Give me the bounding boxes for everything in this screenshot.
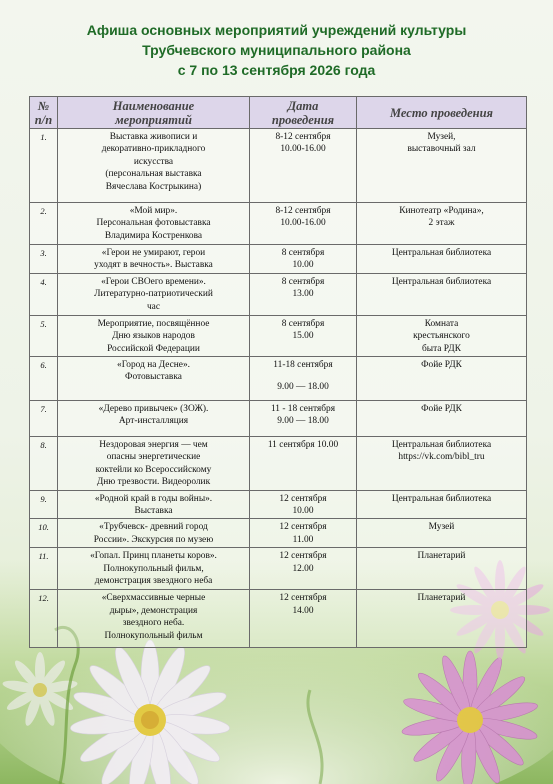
event-date-line: 8 сентября bbox=[281, 318, 325, 329]
event-date-line: 8-12 сентября bbox=[275, 132, 331, 142]
event-name-line: «Сверхмассивные черные bbox=[101, 593, 206, 604]
event-date-line: 10.00 bbox=[292, 260, 314, 271]
header-name bbox=[58, 97, 250, 129]
table-row bbox=[30, 490, 527, 519]
event-date-line: 10.00 bbox=[292, 506, 314, 517]
event-date-line: 12 сентября bbox=[279, 493, 327, 504]
event-date-line: 11.00 bbox=[292, 534, 314, 545]
event-name-cell bbox=[58, 437, 250, 491]
event-name-cell bbox=[58, 357, 250, 401]
event-name-line: «Дерево привычек» (ЗОЖ). bbox=[98, 404, 209, 415]
table-row bbox=[30, 203, 527, 245]
event-name-cell bbox=[58, 490, 250, 519]
event-date-cell bbox=[250, 401, 357, 437]
header-date-line: проведения bbox=[271, 113, 335, 127]
row-number: 4. bbox=[30, 273, 58, 315]
event-name-line: России». Экскурсия по музею bbox=[93, 534, 214, 545]
row-number: 5. bbox=[30, 315, 58, 356]
event-date-line: 10.00-16.00 bbox=[280, 218, 326, 229]
title-line-2: Трубчевского муниципального района bbox=[142, 42, 411, 58]
event-name-line: Арт-инсталляция bbox=[118, 416, 189, 427]
event-date-line: 8-12 сентября bbox=[275, 206, 331, 216]
event-date-line: 9.00 — 18.00 bbox=[277, 382, 329, 393]
event-date-line: 8 сентября bbox=[281, 276, 325, 287]
table-row bbox=[30, 401, 527, 437]
event-place-line: Фойе РДК bbox=[421, 360, 462, 371]
header-num-line: п/п bbox=[34, 113, 53, 127]
event-name-line: Выставка живописи и bbox=[109, 132, 198, 142]
header-num bbox=[30, 97, 58, 129]
table-row bbox=[30, 245, 527, 274]
event-name-line: Нездоровая энергия — чем bbox=[99, 440, 208, 451]
table-row bbox=[30, 519, 527, 548]
event-date-cell bbox=[250, 490, 357, 519]
event-place-line: Музей, bbox=[427, 132, 456, 142]
event-name-line: «Герои не умирают, герои bbox=[101, 248, 206, 258]
event-date-line bbox=[252, 371, 354, 381]
event-date-cell bbox=[250, 315, 357, 356]
event-name-line: уходят в вечность». Выставка bbox=[94, 260, 213, 271]
row-number: 1. bbox=[30, 129, 58, 203]
event-date-line: 14.00 bbox=[292, 605, 314, 616]
event-date-cell bbox=[250, 519, 357, 548]
event-place-line: выставочный зал bbox=[407, 144, 476, 155]
event-name-line: Владимира Костренкова bbox=[104, 230, 203, 241]
event-place-line: Музей bbox=[428, 522, 455, 533]
header-num-line: № bbox=[37, 99, 50, 113]
page-title bbox=[0, 20, 553, 80]
event-date-cell bbox=[250, 203, 357, 245]
event-date-line: 11 - 18 сентября bbox=[270, 404, 336, 415]
event-place-cell bbox=[357, 315, 527, 356]
row-number: 8. bbox=[30, 437, 58, 491]
event-place-cell bbox=[357, 273, 527, 315]
event-date-line: 11 сентября 10.00 bbox=[267, 440, 339, 451]
event-name-line: Полнокупольный фильм bbox=[104, 630, 203, 641]
event-place-line: Центральная библиотека bbox=[391, 248, 492, 258]
event-name-cell bbox=[58, 519, 250, 548]
title-line-1: Афиша основных мероприятий учреждений культуры bbox=[86, 22, 467, 38]
event-place-cell bbox=[357, 203, 527, 245]
event-name-cell bbox=[58, 245, 250, 274]
event-name-line: «Родной край в годы войны». bbox=[94, 493, 213, 504]
event-date-line: 11-18 сентября bbox=[273, 360, 333, 371]
event-name-line: (персональная выставка bbox=[105, 169, 202, 180]
event-name-line: «Герои СВОего времени». bbox=[101, 276, 206, 287]
event-name-cell bbox=[58, 273, 250, 315]
event-name-cell bbox=[58, 203, 250, 245]
event-place-line: Центральная библиотека bbox=[391, 440, 492, 451]
event-name-line: «Гопал. Принц планеты коров». bbox=[90, 551, 217, 562]
event-place-cell bbox=[357, 401, 527, 437]
event-name-line: «Трубчевск- древний город bbox=[99, 522, 208, 533]
event-place-cell bbox=[357, 490, 527, 519]
header-name-line: Наименование bbox=[112, 99, 195, 113]
title-line-3: с 7 по 13 сентября 2026 года bbox=[177, 62, 376, 78]
event-name-line: Дню языков народов bbox=[112, 331, 195, 342]
event-name-line: Вячеслава Кострыкина) bbox=[105, 181, 202, 192]
event-place-line: Кинотеатр «Родина», bbox=[399, 206, 484, 216]
event-place-line: https://vk.com/bibl_tru bbox=[398, 452, 485, 463]
row-number: 7. bbox=[30, 401, 58, 437]
event-name-line: декоративно-прикладного bbox=[101, 144, 206, 155]
event-place-line: Фойе РДК bbox=[421, 404, 462, 415]
event-name-line: Персональная фотовыставка bbox=[96, 218, 211, 229]
event-name-line: Выставка bbox=[134, 506, 173, 517]
table-row bbox=[30, 548, 527, 590]
row-number: 11. bbox=[30, 548, 58, 590]
event-place-line: 2 этаж bbox=[428, 218, 455, 229]
event-place-cell bbox=[357, 548, 527, 590]
event-place-cell bbox=[357, 519, 527, 548]
event-name-line: коктейли ко Всероссийскому bbox=[95, 464, 212, 475]
event-date-line: 10.00-16.00 bbox=[280, 144, 326, 155]
event-date-cell bbox=[250, 357, 357, 401]
header-date bbox=[250, 97, 357, 129]
event-name-cell bbox=[58, 315, 250, 356]
event-name-line: демонстрация звездного неба bbox=[94, 576, 213, 587]
event-name-cell bbox=[58, 129, 250, 203]
event-name-line: звездного неба. bbox=[122, 618, 185, 629]
event-date-cell bbox=[250, 273, 357, 315]
event-date-cell bbox=[250, 548, 357, 590]
row-number: 12. bbox=[30, 590, 58, 648]
event-name-line: «Мой мир». bbox=[129, 206, 178, 216]
table-row bbox=[30, 315, 527, 356]
event-place-cell bbox=[357, 357, 527, 401]
event-name-line: дыры», демонстрация bbox=[109, 605, 198, 616]
event-name-cell bbox=[58, 401, 250, 437]
event-name-line: опасны энергетические bbox=[106, 452, 201, 463]
event-place-line: Комната bbox=[424, 318, 459, 329]
event-date-line: 15.00 bbox=[292, 331, 314, 342]
event-name-line: Фотовыставка bbox=[125, 372, 182, 383]
event-date-line: 12 сентября bbox=[279, 522, 327, 533]
event-name-line: Дню трезвости. Видеоролик bbox=[96, 477, 211, 488]
header-name-line: мероприятий bbox=[115, 113, 192, 127]
event-date-line: 12 сентября bbox=[279, 593, 327, 604]
event-date-line: 13.00 bbox=[292, 289, 314, 300]
event-place-cell bbox=[357, 590, 527, 648]
event-name-cell bbox=[58, 548, 250, 590]
event-name-line: Мероприятие, посвящённое bbox=[97, 318, 210, 329]
event-place-line: Планетарий bbox=[417, 551, 466, 562]
header-place bbox=[357, 97, 527, 129]
event-date-cell bbox=[250, 590, 357, 648]
event-date-cell bbox=[250, 129, 357, 203]
table-header-row bbox=[30, 97, 527, 129]
event-date-line: 12 сентября bbox=[279, 551, 327, 562]
table-row bbox=[30, 590, 527, 648]
event-place-cell bbox=[357, 129, 527, 203]
header-date-line: Дата bbox=[287, 99, 319, 113]
event-place-line: быта РДК bbox=[422, 343, 461, 354]
event-name-line: Полнокупольный фильм, bbox=[103, 563, 204, 574]
header-place-line: Место проведения bbox=[389, 106, 493, 120]
row-number: 6. bbox=[30, 357, 58, 401]
event-name-line: «Город на Десне». bbox=[117, 360, 190, 371]
row-number: 2. bbox=[30, 203, 58, 245]
table-row bbox=[30, 129, 527, 203]
event-date-cell bbox=[250, 245, 357, 274]
event-place-line: Планетарий bbox=[417, 593, 466, 604]
event-place-line: Центральная библиотека bbox=[391, 493, 492, 504]
event-place-cell bbox=[357, 437, 527, 491]
event-name-cell bbox=[58, 590, 250, 648]
table-row bbox=[30, 357, 527, 401]
events-table bbox=[29, 96, 527, 648]
event-name-line: Российской Федерации bbox=[107, 343, 200, 354]
event-date-line: 8 сентября bbox=[281, 248, 325, 258]
event-name-line: искусства bbox=[133, 156, 174, 167]
event-name-line: час bbox=[146, 301, 161, 312]
event-place-line: крестьянского bbox=[413, 331, 470, 342]
row-number: 10. bbox=[30, 519, 58, 548]
table-row bbox=[30, 437, 527, 491]
event-place-line: Центральная библиотека bbox=[391, 276, 492, 287]
event-place-cell bbox=[357, 245, 527, 274]
event-date-line: 12.00 bbox=[292, 563, 314, 574]
events-table-body bbox=[30, 129, 527, 648]
event-date-cell bbox=[250, 437, 357, 491]
event-date-line: 9.00 — 18.00 bbox=[277, 416, 329, 427]
event-name-line: Литературно-патриотический bbox=[94, 289, 213, 300]
row-number: 9. bbox=[30, 490, 58, 519]
table-row bbox=[30, 273, 527, 315]
row-number: 3. bbox=[30, 245, 58, 274]
